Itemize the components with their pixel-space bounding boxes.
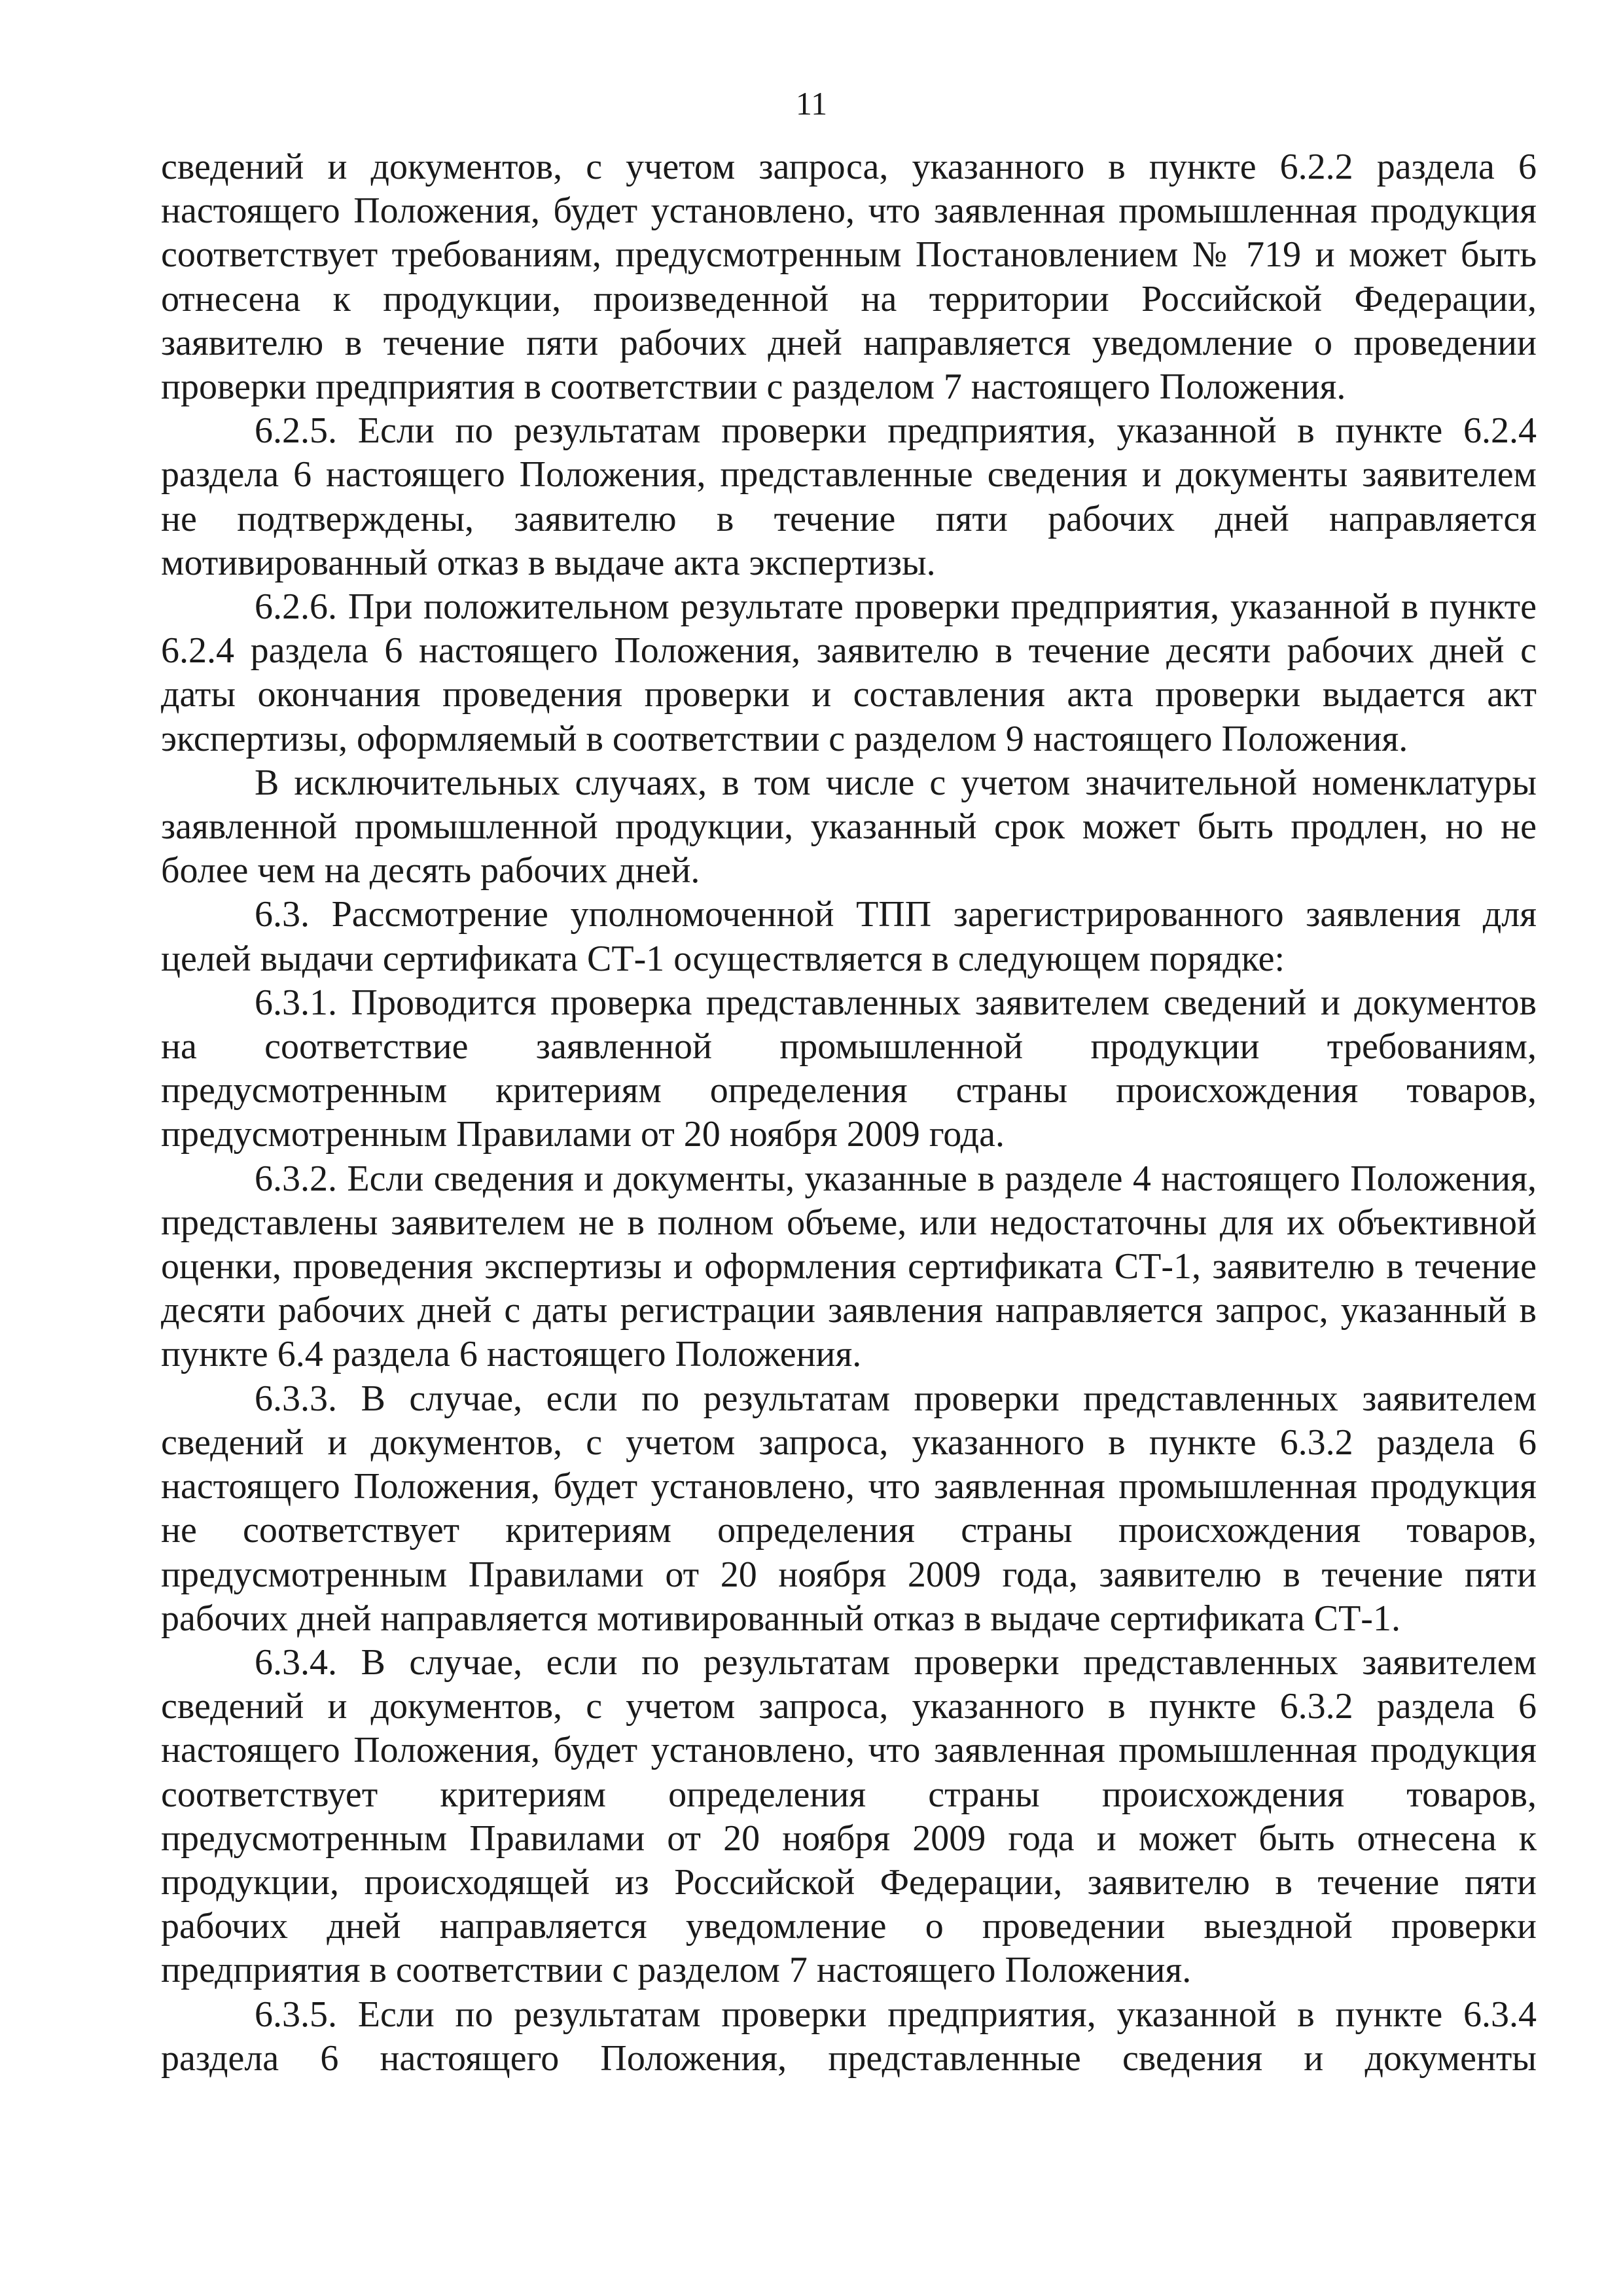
- paragraph-6-3-1: 6.3.1. Проводится проверка представленных заявителем сведений и документов на соответствие заявленной промышленной продукции требованиям, предусмотренным критериям определения страны происхождения товаров, предусмотренным Правилами от 20 ноября 2009 года.: [161, 982, 1537, 1155]
- paragraph-continuation: сведений и документов, с учетом запроса, указанного в пункте 6.2.2 раздела 6 настоящего Положения, будет установлено, что заявленная промышленная продукция соответствует требованиям, предусмотренным Постановлением № 719 и может быть отнесена к продукции, произведенной на территории Российской Федерации, заявителю в течение пяти рабочих дней направляется уведомление о проведении проверки предприятия в соответствии с разделом 7 настоящего Положения.: [161, 147, 1537, 408]
- paragraph-6-3-3: 6.3.3. В случае, если по результатам проверки представленных заявителем сведений и документов, с учетом запроса, указанного в пункте 6.3.2 раздела 6 настоящего Положения, будет установлено, что заявленная промышленная продукция не соответствует критериям определения страны происхождения товаров, предусмотренным Правилами от 20 ноября 2009 года, заявителю в течение пяти рабочих дней направляется мотивированный отказ в выдаче сертификата СТ-1.: [161, 1378, 1537, 1639]
- paragraph-6-3-5: 6.3.5. Если по результатам проверки предприятия, указанной в пункте 6.3.4 раздела 6 настоящего Положения, представленные сведения и документы: [161, 1994, 1537, 2079]
- paragraph-6-3: 6.3. Рассмотрение уполномоченной ТПП зарегистрированного заявления для целей выдачи сертификата СТ-1 осуществляется в следующем порядке:: [161, 894, 1537, 979]
- paragraph-6-2-5: 6.2.5. Если по результатам проверки предприятия, указанной в пункте 6.2.4 раздела 6 настоящего Положения, представленные сведения и документы заявителем не подтверждены, заявителю в течение пяти рабочих дней направляется мотивированный отказ в выдаче акта экспертизы.: [161, 410, 1537, 583]
- paragraph-6-3-4: 6.3.4. В случае, если по результатам проверки представленных заявителем сведений и документов, с учетом запроса, указанного в пункте 6.3.2 раздела 6 настоящего Положения, будет установлено, что заявленная промышленная продукция соответствует критериям определения страны происхождения товаров, предусмотренным Правилами от 20 ноября 2009 года и может быть отнесена к продукции, происходящей из Российской Федерации, заявителю в течение пяти рабочих дней направляется уведомление о проведении выездной проверки предприятия в соответствии с разделом 7 настоящего Положения.: [161, 1641, 1537, 1991]
- document-body: [161, 145, 1537, 2081]
- page-number: 11: [795, 85, 828, 122]
- paragraph-6-3-2: 6.3.2. Если сведения и документы, указанные в разделе 4 настоящего Положения, представлены заявителем не в полном объеме, или недостаточны для их объективной оценки, проведения экспертизы и оформления сертификата СТ-1, заявителю в течение десяти рабочих дней с даты регистрации заявления направляется запрос, указанный в пункте 6.4 раздела 6 настоящего Положения.: [161, 1158, 1537, 1375]
- paragraph-exceptional-cases: В исключительных случаях, в том числе с учетом значительной номенклатуры заявленной промышленной продукции, указанный срок может быть продлен, но не более чем на десять рабочих дней.: [161, 762, 1537, 891]
- paragraph-6-2-6: 6.2.6. При положительном результате проверки предприятия, указанной в пункте 6.2.4 раздела 6 настоящего Положения, заявителю в течение десяти рабочих дней с даты окончания проведения проверки и составления акта проверки выдается акт экспертизы, оформляемый в соответствии с разделом 9 настоящего Положения.: [161, 586, 1537, 759]
